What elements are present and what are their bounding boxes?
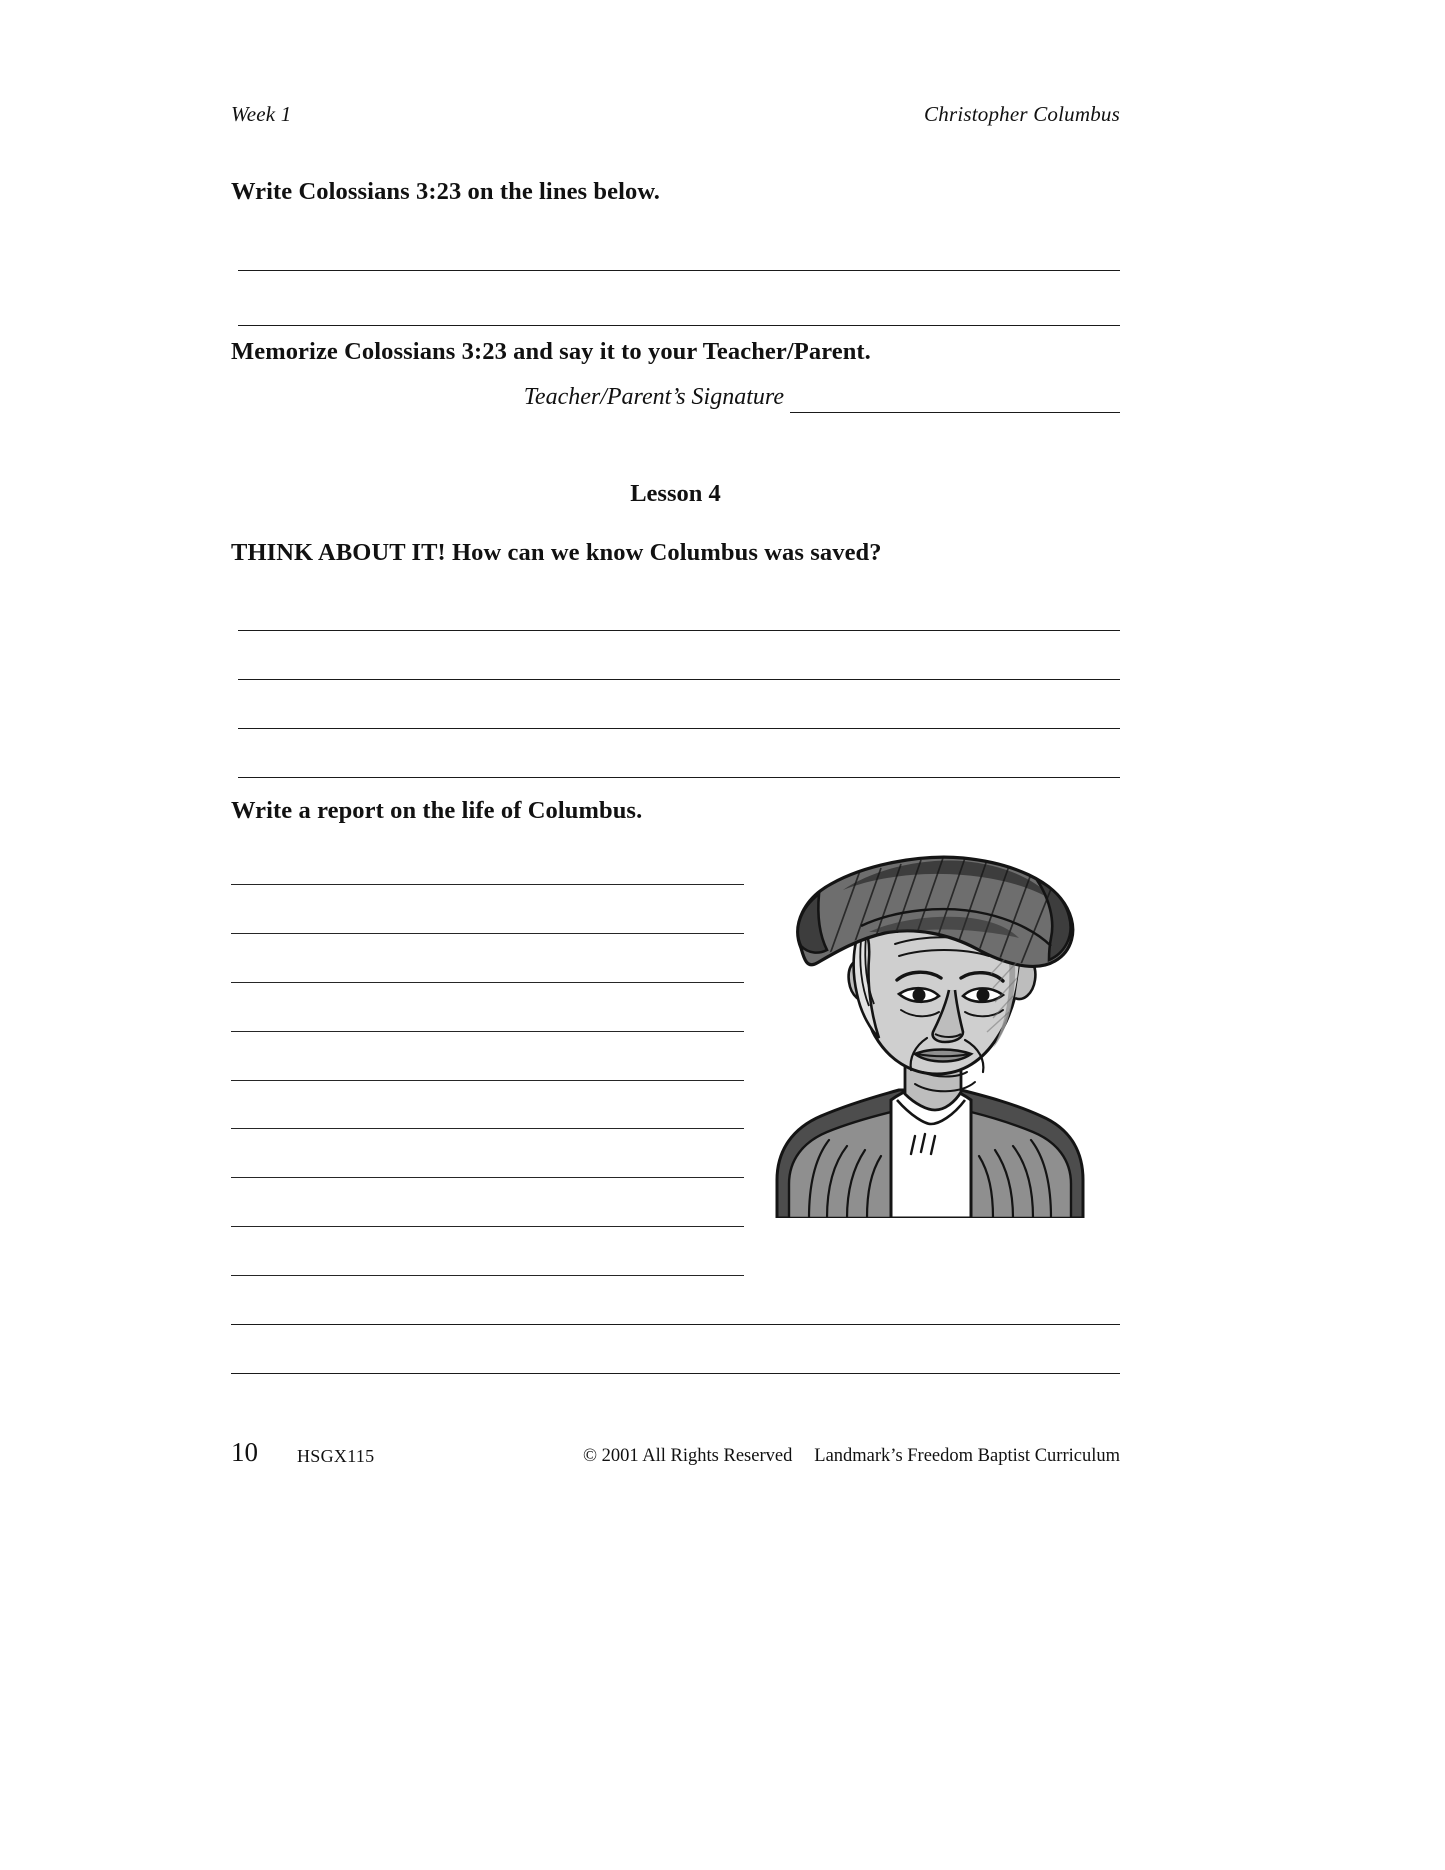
publisher-name: Landmark’s Freedom Baptist Curriculum (814, 1446, 1120, 1466)
prompt-write-report: Write a report on the life of Columbus. (231, 797, 643, 824)
answer-line[interactable] (231, 884, 744, 885)
answer-line[interactable] (231, 1373, 1120, 1374)
answer-line[interactable] (238, 679, 1120, 680)
product-code: HSGX115 (297, 1446, 375, 1466)
answer-line[interactable] (231, 1324, 1120, 1325)
answer-line[interactable] (231, 933, 744, 934)
signature-row (231, 386, 1120, 413)
answer-line[interactable] (238, 728, 1120, 729)
signature-line[interactable] (790, 392, 1120, 413)
answer-line[interactable] (231, 1226, 744, 1227)
answer-line[interactable] (231, 982, 744, 983)
copyright-text: © 2001 All Rights Reserved (583, 1446, 793, 1466)
answer-line[interactable] (231, 1080, 744, 1081)
answer-line[interactable] (231, 1275, 744, 1276)
signature-label: Teacher/Parent’s Signature (523, 384, 784, 410)
running-head-week: Week 1 (231, 102, 292, 126)
answer-line[interactable] (238, 777, 1120, 778)
answer-line[interactable] (231, 1177, 744, 1178)
prompt-write-verse: Write Colossians 3:23 on the lines below. (231, 178, 661, 205)
lesson-heading: Lesson 4 (630, 480, 721, 507)
page-number: 10 (231, 1437, 258, 1467)
christopher-columbus-portrait (765, 828, 1095, 1218)
page-footer (231, 1437, 1120, 1473)
prompt-memorize: Memorize Colossians 3:23 and say it to your Teacher/Parent. (231, 338, 871, 365)
running-head (231, 102, 1120, 127)
answer-line[interactable] (238, 630, 1120, 631)
prompt-think-about-it: THINK ABOUT IT! How can we know Columbus was saved? (231, 539, 882, 566)
running-head-title: Christopher Columbus (924, 102, 1120, 126)
answer-line[interactable] (238, 270, 1120, 271)
answer-line[interactable] (238, 325, 1120, 326)
answer-line[interactable] (231, 1031, 744, 1032)
answer-line[interactable] (231, 1128, 744, 1129)
